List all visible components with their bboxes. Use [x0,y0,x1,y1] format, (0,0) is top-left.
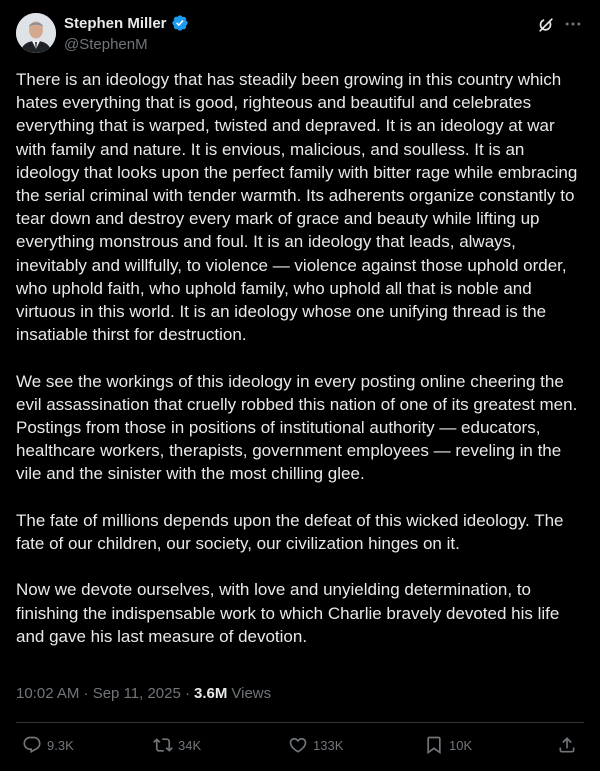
action-bar [0,735,600,759]
post-paragraph: There is an ideology that has steadily been growing in this country which hates everything that is good, righteous and beautiful and celebrates everything that is warped, twisted and depraved. It is an ideology at war with family and nature. It is envious, malicious, and soulless. It is an ideology that looks upon the perfect family with bitter rage while embracing the serial criminal with tender warmth. Its adherents organize constantly to tear down and destroy every mark of grace and beauty while lifting up everything monstrous and foul. It is an ideology that leads, always, inevitably and willfully, to violence — violence against those uphold order, who uphold faith, who uphold family, who uphold all that is noble and virtuous in this world. It is an ideology whose one unifying thread is the insatiable thirst for destruction. [16,70,578,345]
post-paragraph: Now we devote ourselves, with love and unyielding determination, to finishing the indispensable work to which Charlie bravely devoted his life and gave his last measure of devotion. [16,580,560,646]
author-name[interactable]: Stephen Miller [64,14,167,32]
share-button[interactable] [557,735,577,755]
divider [16,722,584,723]
views-count: 3.6M [194,685,228,702]
like-button[interactable] [288,735,343,755]
like-count: 133K [313,737,344,753]
reply-button[interactable] [22,735,74,755]
share-icon [557,735,577,755]
avatar-portrait [16,13,56,53]
repost-button[interactable] [153,735,201,755]
reply-icon [22,735,42,755]
grok-icon[interactable] [536,15,556,35]
views-label: Views [231,685,272,702]
author-handle[interactable]: @StephenM [64,36,148,53]
repost-count: 34K [178,737,202,753]
post-timestamp[interactable]: 10:02 AM · Sep 11, 2025 · [16,685,191,702]
bookmark-button[interactable] [424,735,472,755]
heart-icon [288,735,308,755]
repost-icon [153,735,173,755]
verified-badge-icon [171,14,189,32]
post-paragraph: We see the workings of this ideology in every posting online cheering the evil assassination that cruelly robbed this nation of one of its greatest men. Postings from those in positions of institutional authority — educators, healthcare workers, therapists, government employees — reveling in the vile and the sinister with the most chilling glee. [16,371,578,484]
post-meta [16,685,271,702]
author-name-row [64,14,189,32]
reply-count: 9.3K [47,737,74,753]
post-body [16,68,586,671]
more-options-icon[interactable] [563,14,583,34]
avatar[interactable] [16,13,56,53]
bookmark-icon [424,735,444,755]
post-paragraph: The fate of millions depends upon the defeat of this wicked ideology. The fate of our children, our society, our civilization hinges on it. [16,510,564,554]
bookmark-count: 10K [449,737,473,753]
